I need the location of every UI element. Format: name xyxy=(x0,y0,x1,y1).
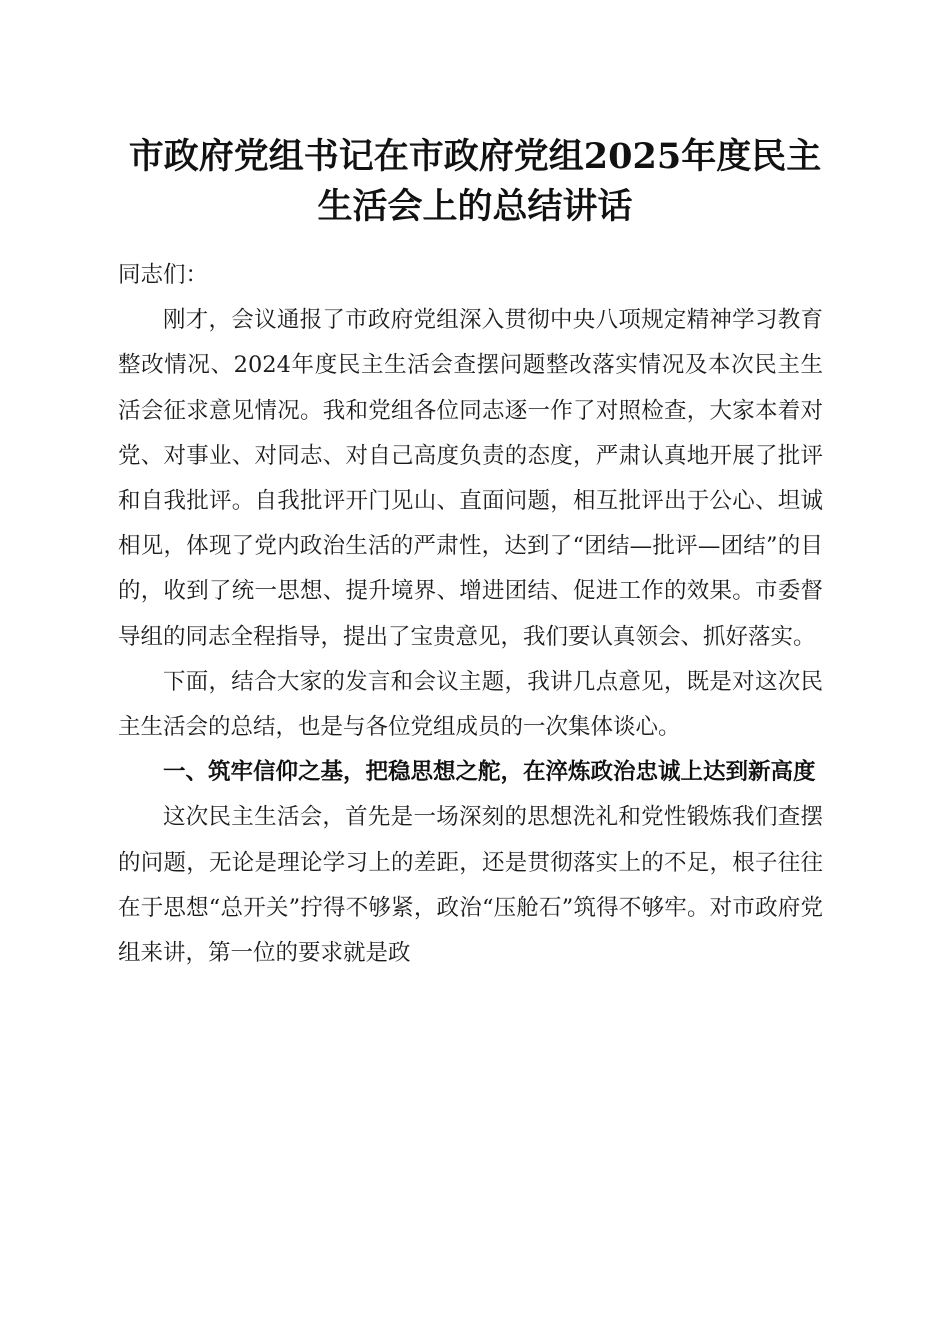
section-heading-1: 一、筑牢信仰之基，把稳思想之舵，在淬炼政治忠诚上达到新高度 xyxy=(163,759,816,786)
paragraph-opening: 刚才，会议通报了市政府党组深入贯彻中央八项规定精神学习教育整改情况、2024年度民主生活会查摆问题整改落实情况及本次民主生活会征求意见情况。我和党组各位同志逐一作了对照检查，大家本着对党、对事业、对同志、对自己高度负责的态度，严肃认真地开展了批评和自我批评。自我批评开门见山、直面问题，相互批评出于公心、坦诚相见，体现了党内政治生活的严肃性，达到了“团结—批评—团结”的目的，收到了统一思想、提升境界、增进团结、促进工作的效果。市委督导组的同志全程指导，提出了宝贵意见，我们要认真领会、抓好落实。 xyxy=(118,307,823,650)
title-line-2: 生活会上的总结讲话 xyxy=(317,186,633,227)
section-1-paragraph: 这次民主生活会，首先是一场深刻的思想洗礼和党性锻炼我们查摆的问题，无论是理论学习上的差距，还是贯彻落实上的不足，根子往往在于思想“总开关”拧得不够紧，政治“压舱石”筑得不够牢。对市政府党组来讲，第一位的要求就是政 xyxy=(118,804,823,967)
salutation: 同志们： xyxy=(118,262,209,288)
title-line-1: 市政府党组书记在市政府党组2025年度民主 xyxy=(128,136,822,177)
document-title xyxy=(100,132,850,232)
paragraph-intro: 下面，结合大家的发言和会议主题，我讲几点意见，既是对这次民主生活会的总结，也是与各位党组成员的一次集体谈心。 xyxy=(118,668,823,741)
document-body xyxy=(118,253,823,976)
